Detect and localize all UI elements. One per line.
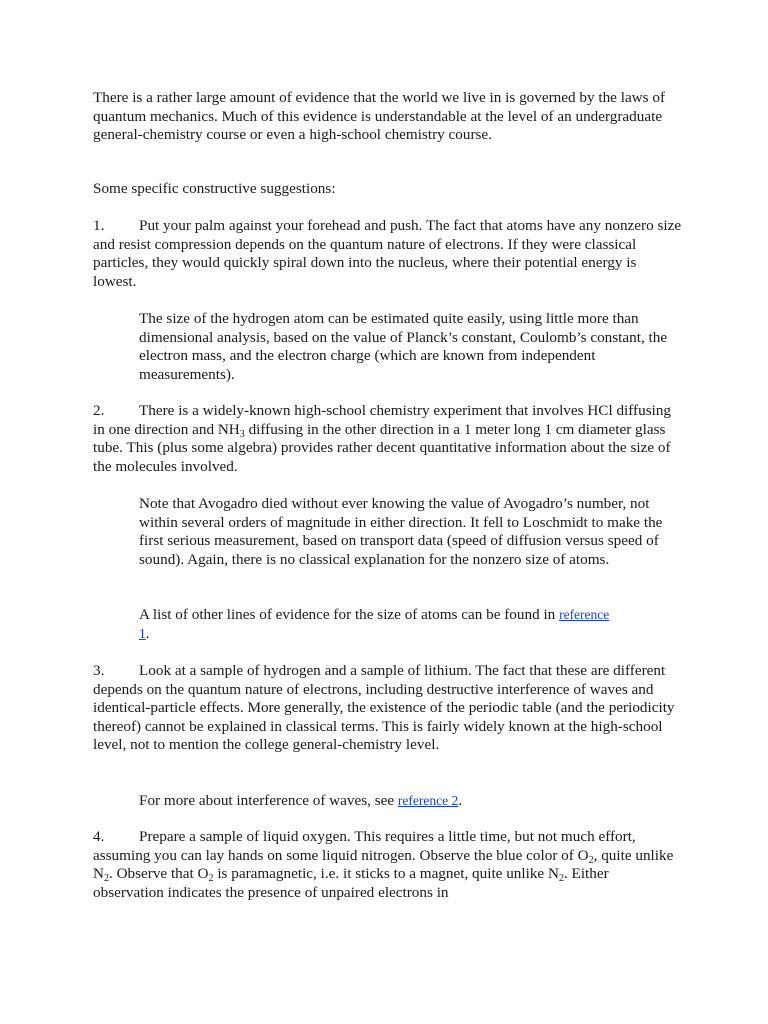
list-note-prefix: A list of other lines of evidence for the size of atoms can be found in: [139, 606, 560, 623]
item-1-paragraph: [93, 217, 683, 291]
item-3-note: [139, 792, 683, 811]
item-3-number: 3.: [93, 662, 105, 679]
list-note-suffix: .: [145, 624, 150, 642]
item-3-paragraph: [93, 662, 683, 755]
item-4-number: 4.: [93, 828, 105, 845]
item-1-number: 1.: [93, 217, 105, 234]
item-2-number: 2.: [93, 402, 105, 419]
subscript-2: 2: [558, 873, 564, 885]
item-3-text: Look at a sample of hydrogen and a sample of lithium. The fact that these are different depends on the quantum nature of electrons, including destructive interference of waves and identical-particle effects. More generally, the existence of the periodic table (and the periodicity thereof) cannot be explained in classical terms. This is fairly widely known at the high-school level, not to mention the college general-chemistry level.: [93, 662, 675, 754]
item-4-text-part4: is paramagnetic, i.e. it sticks to a magnet, quite unlike N: [213, 865, 559, 883]
item-2-list-note: [139, 606, 619, 643]
suggestions-heading: Some specific constructive suggestions:: [93, 180, 336, 197]
item-2-text-part1: There is a widely-known high-school chemistry experiment that involves HCl diffusing in one direction and NH: [93, 402, 672, 438]
subscript-2: 2: [588, 854, 594, 866]
reference-1-link[interactable]: reference 1: [139, 607, 610, 641]
item-3-note-suffix: .: [458, 792, 463, 809]
item-4-text-part2: , quite unlike N: [93, 846, 674, 883]
item-2-text-part2: diffusing in the other direction in a 1 meter long 1 cm diameter glass tube. This (plus some algebra) provides rather decent quantitative information about the size of the molecules involved.: [93, 420, 671, 475]
subscript-3: 3: [239, 428, 245, 440]
item-4-text-part1: Prepare a sample of liquid oxygen. This requires a little time, but not much effort, assuming you can lay hands on some liquid nitrogen. Observe the blue color of O: [93, 828, 636, 864]
item-2-paragraph: [93, 402, 683, 476]
intro-paragraph: There is a rather large amount of evidence that the world we live in is governed by the laws of quantum mechanics. Much of this evidence is understandable at the level of an undergraduate general-chemistry course or even a high-school chemistry course.: [93, 89, 666, 144]
reference-2-link[interactable]: reference 2: [397, 793, 459, 808]
subscript-2: 2: [208, 873, 214, 885]
subscript-2: 2: [103, 873, 109, 885]
item-4-paragraph: [93, 828, 683, 902]
item-3-note-prefix: For more about interference of waves, see: [139, 792, 398, 809]
item-1-text: Put your palm against your forehead and push. The fact that atoms have any nonzero size and resist compression depends on the quantum nature of electrons. If they were classical particles, they would quickly spiral down into the nucleus, where their potential energy is lowest.: [93, 217, 682, 290]
item-4-text-part5: . Either observation indicates the presence of unpaired electrons in: [93, 865, 609, 901]
item-1-note: The size of the hydrogen atom can be estimated quite easily, using little more than dimensional analysis, based on the value of Planck’s constant, Coulomb’s constant, the electron mass, and the electron charge (which are known from independent measurements).: [139, 310, 668, 383]
item-2-note: Note that Avogadro died without ever knowing the value of Avogadro’s number, not within several orders of magnitude in either direction. It fell to Loschmidt to make the first serious measurement, based on transport data (speed of diffusion versus speed of sound). Again, there is no classical explanation for the nonzero size of atoms.: [139, 495, 663, 568]
item-4-text-part3: . Observe that O: [108, 865, 209, 883]
